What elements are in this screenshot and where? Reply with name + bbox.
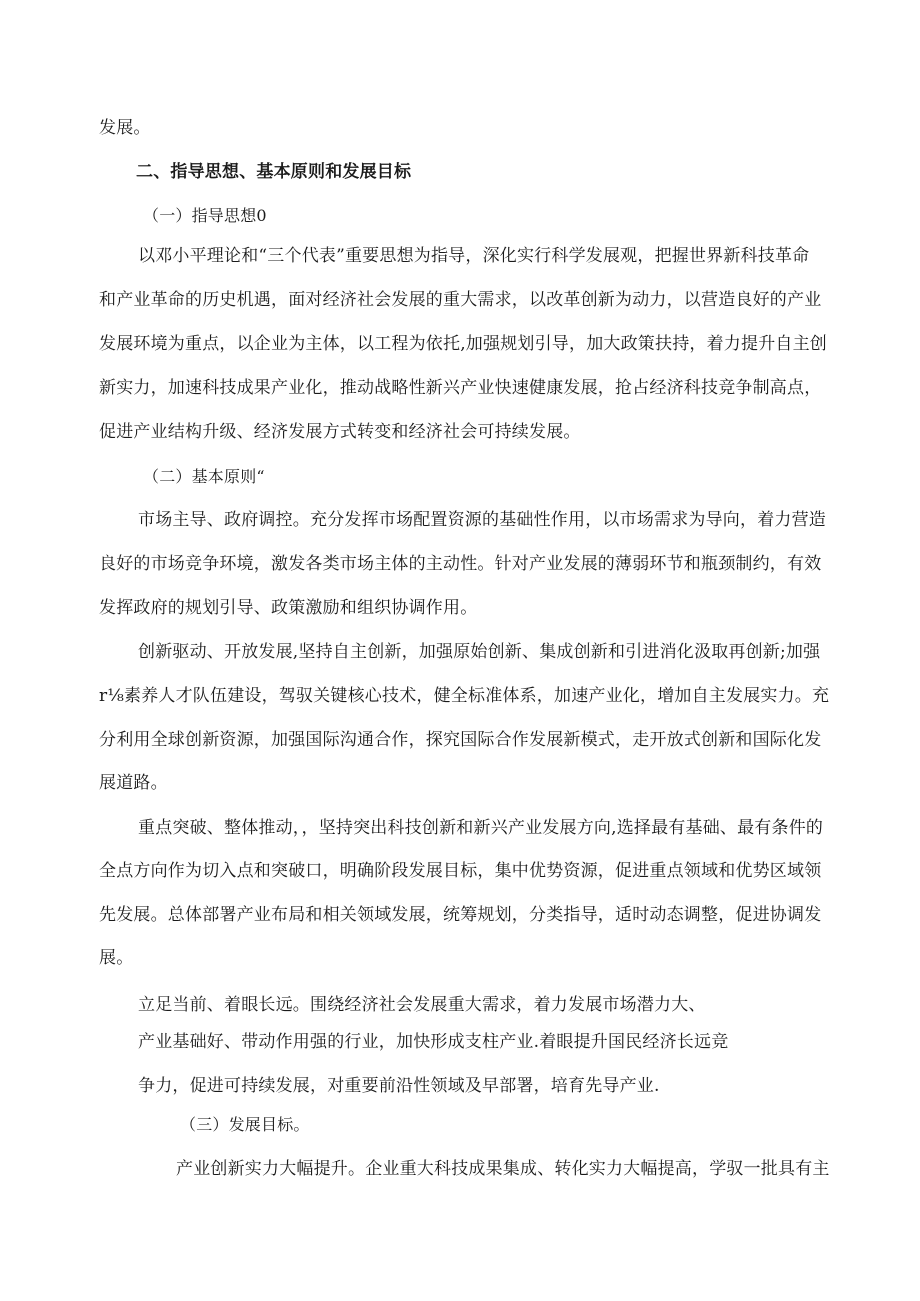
text-line: 促进产业结构升级、经济发展方式转变和经济社会可持续发展。 bbox=[99, 422, 581, 442]
text-line: 发挥政府的规划引导、政策激励和组织协调作用。 bbox=[99, 598, 478, 618]
section-heading: 二、指导思想、基本原则和发展目标 bbox=[136, 162, 412, 182]
subsection-heading: （三）发展目标。 bbox=[180, 1115, 310, 1134]
text-line: 产业创新实力大幅提升。企业重大科技成果集成、转化实力大幅提高，学驭一批具有主 bbox=[176, 1159, 830, 1179]
text-line: 新实力，加速科技成果产业化，推动战略性新兴产业快速健康发展，抢占经济科技竞争制高点， bbox=[99, 378, 822, 398]
text-line: 市场主导、政府调控。充分发挥市场配置资源的基础性作用，以市场需求为导向，着力营造 bbox=[138, 510, 826, 530]
text-line: 创新驱动、开放发展,坚持自主创新，加强原始创新、集成创新和引进消化汲取再创新;加强 bbox=[138, 642, 821, 662]
text-line: 展。 bbox=[99, 948, 134, 968]
text-line: 争力，促进可持续发展，对重要前沿性领域及早部署，培育先导产业. bbox=[138, 1076, 660, 1096]
text-line: 产业基础好、带动作用强的行业，加快形成支柱产业.着眼提升国民经济长远竞 bbox=[138, 1032, 729, 1052]
text-line: 和产业革命的历史机遇，面对经济社会发展的重大需求，以改革创新为动力，以营造良好的产业 bbox=[99, 290, 822, 310]
subsection-heading: （一）指导思想0 bbox=[143, 206, 267, 225]
text-line: 重点突破、整体推动，，坚持突出科技创新和新兴产业发展方向,选择最有基础、最有条件的 bbox=[138, 818, 824, 838]
text-line: 展道路。 bbox=[99, 773, 168, 793]
text-line: 发展。 bbox=[99, 118, 151, 138]
subsection-heading: （二）基本原则“ bbox=[143, 467, 265, 486]
text-line: 以邓小平理论和“三个代表”重要思想为指导，深化实行科学发展观，把握世界新科技革命 bbox=[138, 246, 810, 266]
text-line: 全点方向作为切入点和突破口，明确阶段发展目标，集中优势资源，促进重点领域和优势区域领 bbox=[99, 861, 822, 881]
text-line: 先发展。总体部署产业布局和相关领域发展，统筹规划，分类指导，适时动态调整，促进协调发 bbox=[99, 905, 822, 925]
text-line: 分利用全球创新资源，加强国际沟通合作，探究国际合作发展新模式，走开放式创新和国际化发 bbox=[99, 730, 822, 750]
text-line: r⅛素养人才队伍建设，驾驭关键核心技术，健全标准体系，加速产业化，增加自主发展实力。充 bbox=[99, 686, 830, 706]
text-line: 立足当前、着眼长远。围绕经济社会发展重大需求，着力发展市场潜力大、 bbox=[138, 995, 706, 1015]
text-line: 良好的市场竞争环境，激发各类市场主体的主动性。针对产业发展的薄弱环节和瓶颈制约，有效 bbox=[99, 554, 822, 574]
text-line: 发展环境为重点，以企业为主体，以工程为依托,加强规划引导，加大政策扶持，着力提升自主创 bbox=[99, 334, 828, 354]
